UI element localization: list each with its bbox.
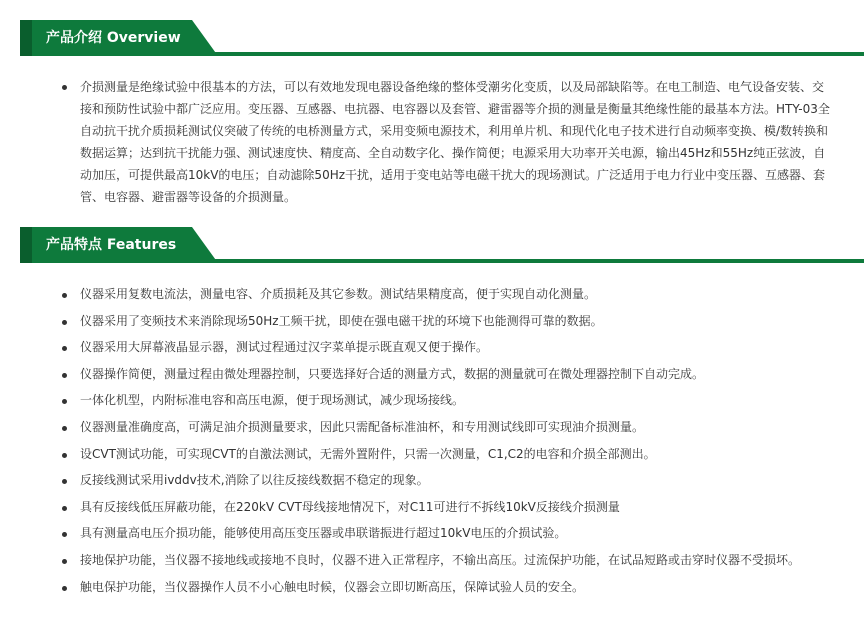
overview-heading: 产品介绍 Overview <box>46 30 181 46</box>
feature-item: 设CVT测试功能，可实现CVT的自激法测试，无需外置附件，只需一次测量，C1,C2的电容和介损全部测出。 <box>62 444 832 464</box>
feature-item: 具有反接线低压屏蔽功能，在220kV CVT母线接地情况下，对C11可进行不拆线10kV反接线介损测量 <box>62 497 832 517</box>
feature-item: 仪器采用复数电流法，测量电容、介质损耗及其它参数。测试结果精度高，便于实现自动化测量。 <box>62 284 832 304</box>
feature-item: 仪器操作简便，测量过程由微处理器控制，只要选择好合适的测量方式，数据的测量就可在微处理器控制下自动完成。 <box>62 364 832 384</box>
features-list <box>62 284 832 597</box>
overview-section-header <box>20 20 864 58</box>
features-section-header <box>20 227 864 265</box>
features-content <box>62 284 832 603</box>
feature-item: 仪器采用了变频技术来消除现场50Hz工频干扰，即使在强电磁干扰的环境下也能测得可靠的数据。 <box>62 311 832 331</box>
overview-paragraph: 介损测量是绝缘试验中很基本的方法，可以有效地发现电器设备绝缘的整体受潮劣化变质，以及局部缺陷等。在电工制造、电气设备安装、交接和预防性试验中都广泛应用。变压器、互感器、电抗器、电容器以及套管、避雷器等介损的测量是衡量其绝缘性能的最基本方法。HTY-03全自动抗干扰介质损耗测试仪突破了传统的电桥测量方式，采用变频电源技术，利用单片机、和现代化电子技术进行自动频率变换、模/数转换和数据运算；达到抗干扰能力强、测试速度快、精度高、全自动数字化、操作简便；电源采用大功率开关电源，输出45Hz和55Hz纯正弦波，自动加压，可提供最高10kV的电压；自动滤除50Hz干扰，适用于变电站等电磁干扰大的现场测试。广泛适用于电力行业中变压器、互感器、套管、电容器、避雷器等设备的介损测量。 <box>62 76 832 208</box>
feature-item: 一体化机型，内附标准电容和高压电源，便于现场测试，减少现场接线。 <box>62 390 832 410</box>
header-tab-accent <box>20 227 32 263</box>
feature-item: 仪器测量准确度高，可满足油介损测量要求，因此只需配备标准油杯，和专用测试线即可实现油介损测量。 <box>62 417 832 437</box>
feature-item: 触电保护功能，当仪器操作人员不小心触电时候，仪器会立即切断高压，保障试验人员的安全。 <box>62 577 832 597</box>
overview-content <box>62 76 832 208</box>
feature-item: 具有测量高电压介损功能，能够使用高压变压器或串联谐振进行超过10kV电压的介损试验。 <box>62 523 832 543</box>
feature-item: 接地保护功能，当仪器不接地线或接地不良时，仪器不进入正常程序，不输出高压。过流保护功能，在试品短路或击穿时仪器不受损坏。 <box>62 550 832 570</box>
feature-item: 反接线测试采用ivddv技术,消除了以往反接线数据不稳定的现象。 <box>62 470 832 490</box>
feature-item: 仪器采用大屏幕液晶显示器，测试过程通过汉字菜单提示既直观又便于操作。 <box>62 337 832 357</box>
overview-list <box>62 76 832 208</box>
header-tab-accent <box>20 20 32 56</box>
features-heading: 产品特点 Features <box>46 237 177 253</box>
